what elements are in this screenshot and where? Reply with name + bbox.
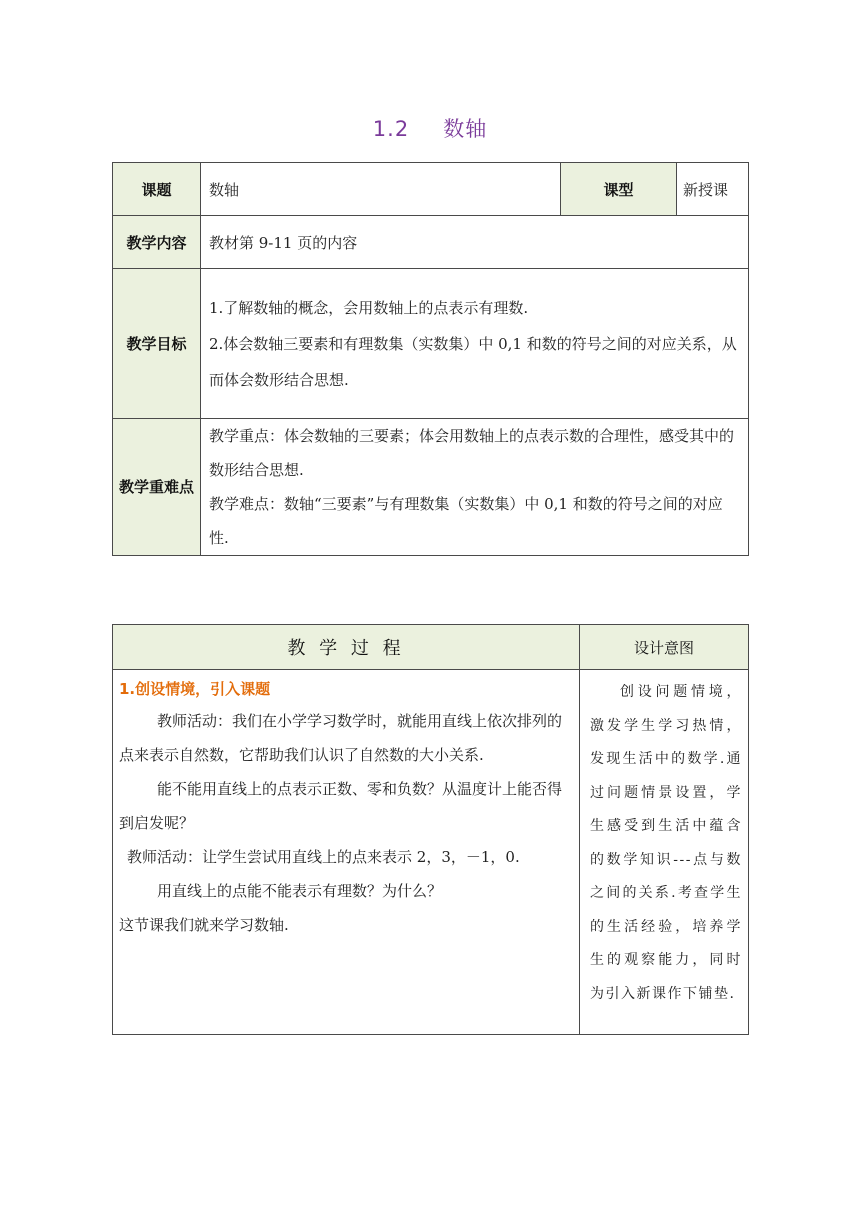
design-intent: 创设问题情境，激发学生学习热情，发现生活中的数学.通过问题情景设置，学生感受到生活中蕴含的数学知识---点与数之间的关系.考查学生的生活经验，培养学生的观察能力，同时为引入新课作下铺垫.	[580, 670, 749, 1035]
page-title	[0, 113, 860, 143]
process-header-row	[113, 625, 749, 670]
lesson-info-table	[112, 162, 749, 556]
goal-item: 1.了解数轴的概念，会用数轴上的点表示有理数.	[209, 298, 529, 317]
type-label: 课型	[561, 163, 677, 216]
topic-label: 课题	[113, 163, 201, 216]
key-points-row	[113, 419, 749, 556]
key-points-label: 教学重难点	[113, 419, 201, 556]
design-header: 设计意图	[580, 625, 749, 670]
section-number: 1.2	[372, 117, 410, 141]
key-point-item: 教学难点：数轴“三要素”与有理数集（实数集）中 0,1 和数的符号之间的对应性.	[209, 495, 723, 547]
process-header: 教 学 过 程	[113, 625, 580, 670]
goal-item: 2.体会数轴三要素和有理数集（实数集）中 0,1 和数的符号之间的对应关系，从而体会数形结合思想.	[209, 334, 737, 389]
content-value: 教材第 9-11 页的内容	[201, 216, 749, 269]
process-paragraph: 这节课我们就来学习数轴.	[119, 916, 289, 934]
topic-value: 数轴	[201, 163, 561, 216]
topic-row	[113, 163, 749, 216]
process-content	[113, 670, 580, 1035]
process-paragraph: 教师活动：我们在小学学习数学时，就能用直线上依次排列的点来表示自然数，它帮助我们认识了自然数的大小关系.	[119, 712, 563, 764]
goals-cell	[201, 269, 749, 419]
section-name: 数轴	[443, 117, 488, 141]
content-row	[113, 216, 749, 269]
key-point-item: 教学重点：体会数轴的三要素；体会用数轴上的点表示数的合理性，感受其中的数形结合思想.	[209, 427, 735, 479]
process-body-row	[113, 670, 749, 1035]
goals-label: 教学目标	[113, 269, 201, 419]
section-heading: 1.创设情境，引入课题	[119, 680, 271, 698]
type-value: 新授课	[677, 163, 749, 216]
teaching-process-table	[112, 624, 749, 1035]
content-label: 教学内容	[113, 216, 201, 269]
process-paragraph: 教师活动：让学生尝试用直线上的点来表示 2，3，－1，0.	[127, 848, 520, 866]
process-paragraph: 用直线上的点能不能表示有理数？为什么？	[157, 882, 443, 900]
key-points-cell	[201, 419, 749, 556]
goals-row	[113, 269, 749, 419]
process-paragraph: 能不能用直线上的点表示正数、零和负数？从温度计上能否得到启发呢？	[119, 780, 563, 832]
